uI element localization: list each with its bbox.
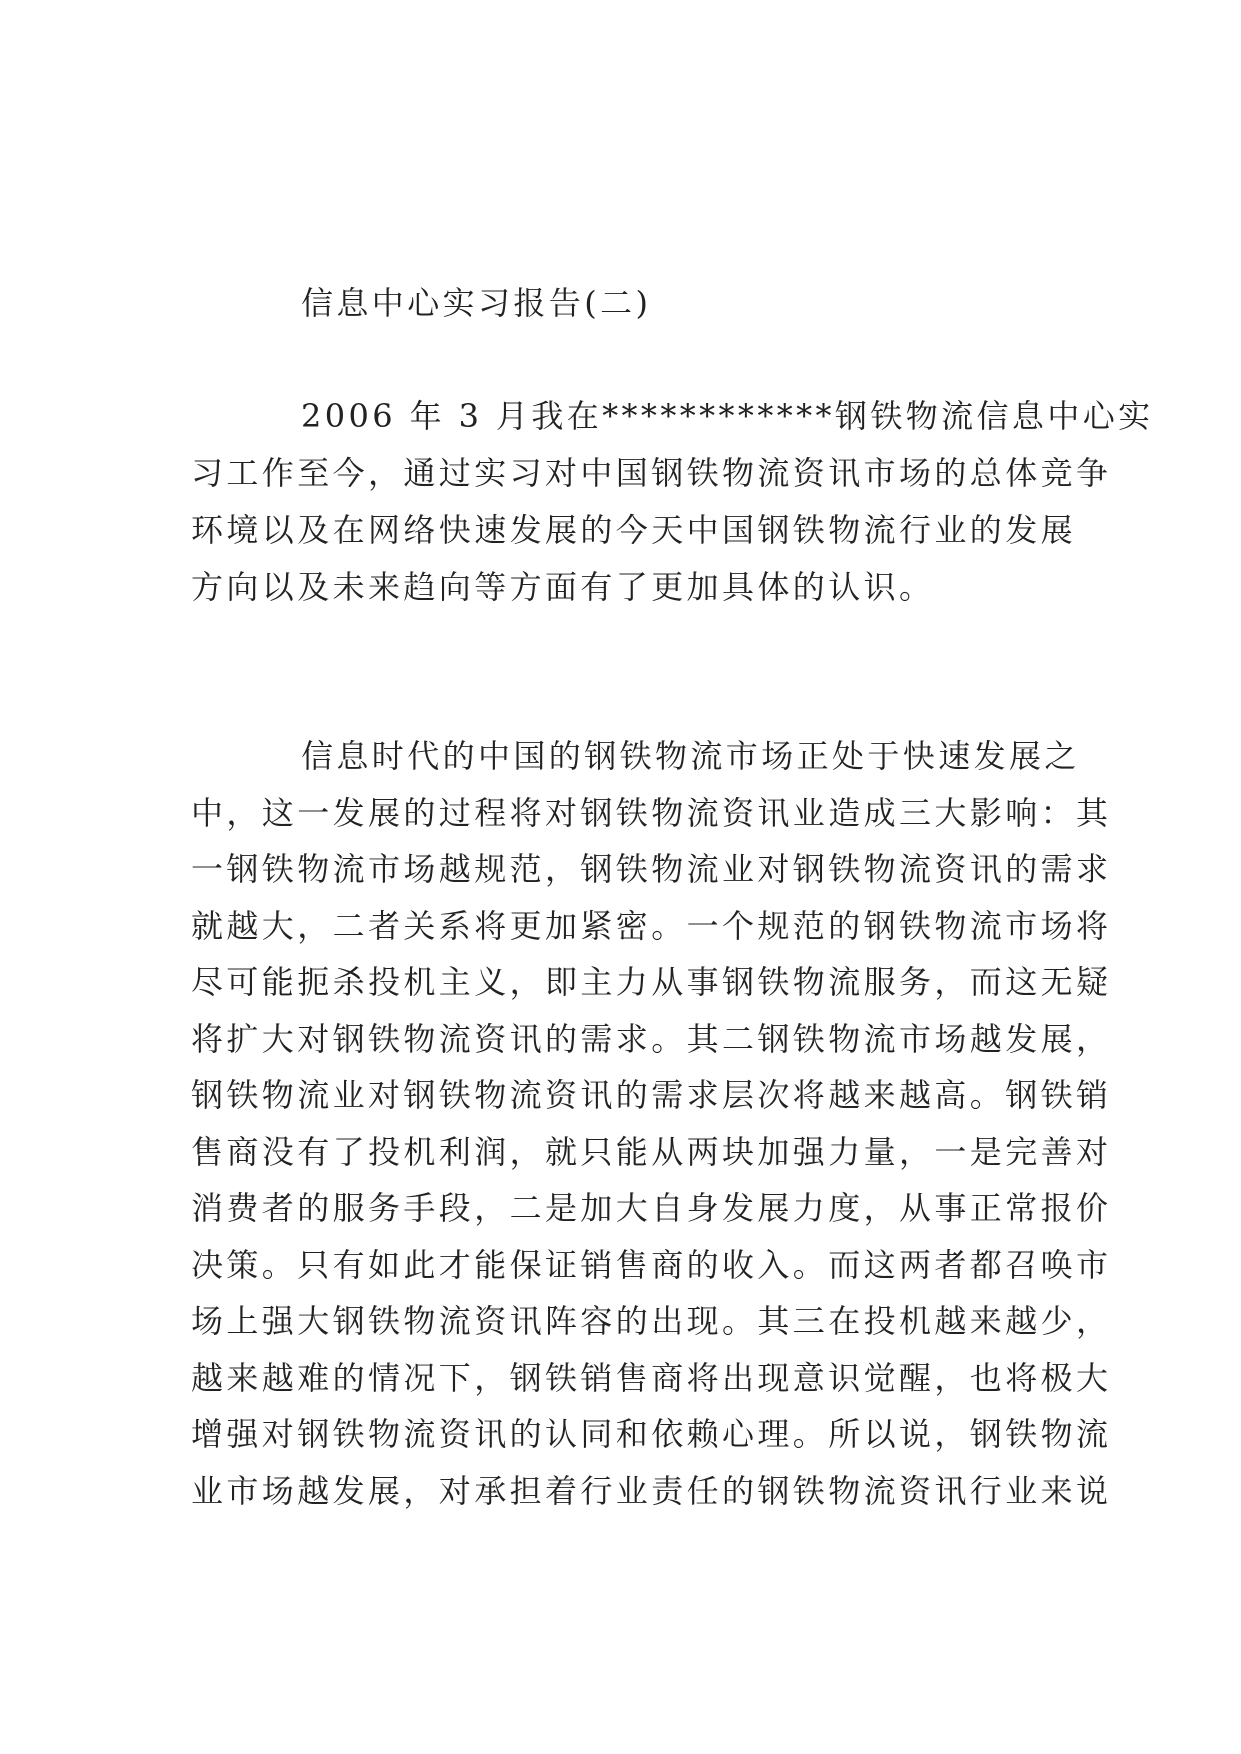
paragraph-line: 决策。只有如此才能保证销售商的收入。而这两者都召唤市 [191,1246,1112,1284]
paragraph-line: 环境以及在网络快速发展的今天中国钢铁物流行业的发展 [191,511,1077,549]
paragraph-line: 钢铁物流业对钢铁物流资讯的需求层次将越来越高。钢铁销 [191,1076,1112,1114]
document-title: 信息中心实习报告(二) [301,284,652,322]
paragraph-line: 习工作至今，通过实习对中国钢铁物流资讯市场的总体竞争 [191,454,1112,492]
paragraph-line: 越来越难的情况下，钢铁销售商将出现意识觉醒，也将极大 [191,1359,1112,1397]
paragraph-line: 方向以及未来趋向等方面有了更加具体的认识。 [191,568,935,606]
paragraph-line: 就越大，二者关系将更加紧密。一个规范的钢铁物流市场将 [191,907,1112,945]
paragraph-line: 将扩大对钢铁物流资讯的需求。其二钢铁物流市场越发展， [191,1020,1112,1058]
paragraph-line: 售商没有了投机利润，就只能从两块加强力量，一是完善对 [191,1133,1112,1171]
paragraph-line: 尽可能扼杀投机主义，即主力从事钢铁物流服务，而这无疑 [191,963,1112,1001]
paragraph-line: 业市场越发展，对承担着行业责任的钢铁物流资讯行业来说 [191,1472,1112,1510]
paragraph-line: 中，这一发展的过程将对钢铁物流资讯业造成三大影响：其 [191,794,1112,832]
paragraph-line: 信息时代的中国的钢铁物流市场正处于快速发展之 [301,737,1080,775]
paragraph-line: 增强对钢铁物流资讯的认同和依赖心理。所以说，钢铁物流 [191,1415,1112,1453]
paragraph-line: 场上强大钢铁物流资讯阵容的出现。其三在投机越来越少， [191,1302,1112,1340]
paragraph-line: 2006 年 3 月我在************钢铁物流信息中心实 [301,397,1154,435]
paragraph-line: 消费者的服务手段，二是加大自身发展力度，从事正常报价 [191,1189,1112,1227]
paragraph-line: 一钢铁物流市场越规范，钢铁物流业对钢铁物流资讯的需求 [191,850,1112,888]
